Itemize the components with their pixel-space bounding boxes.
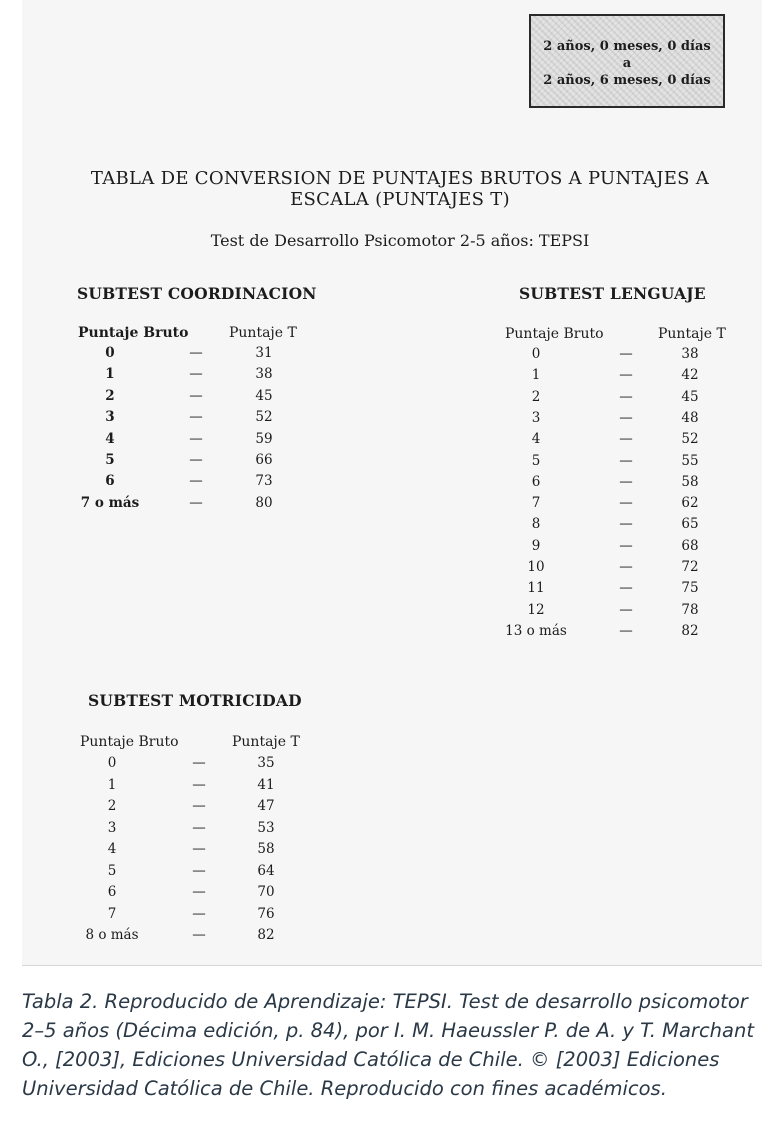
dash-separator: —	[189, 409, 203, 426]
puntaje-t-value: 76	[257, 905, 275, 922]
dash-separator: —	[619, 473, 633, 490]
dash-separator: —	[192, 862, 206, 879]
puntaje-t-value: 68	[681, 537, 699, 554]
puntaje-t-value: 42	[681, 367, 699, 384]
dash-separator: —	[189, 473, 203, 490]
age-range-box	[529, 14, 725, 108]
dash-separator: —	[619, 452, 633, 469]
puntaje-bruto-value: 0	[107, 755, 117, 771]
puntaje-bruto-value: 8	[531, 516, 541, 533]
dash-separator: —	[619, 559, 633, 575]
puntaje-bruto-value: 2	[531, 388, 541, 405]
dash-separator: —	[189, 387, 203, 404]
puntaje-bruto-value: 6	[531, 473, 541, 490]
dash-separator: —	[619, 580, 633, 597]
puntaje-bruto-value: 4	[105, 430, 115, 447]
dash-separator: —	[192, 755, 206, 771]
puntaje-t-value: 45	[681, 388, 699, 405]
puntaje-bruto-value: 10	[527, 559, 545, 575]
puntaje-bruto-value: 5	[107, 862, 117, 879]
puntaje-t-value: 70	[257, 884, 275, 900]
puntaje-t-value: 65	[681, 516, 699, 533]
dash-separator: —	[192, 905, 206, 922]
puntaje-bruto-value: 4	[107, 841, 117, 857]
puntaje-t-value: 59	[255, 430, 273, 447]
age-range-connector: a	[622, 56, 632, 71]
puntaje-bruto-value: 0	[105, 345, 115, 361]
puntaje-t-value: 53	[257, 819, 275, 836]
puntaje-t-value: 41	[257, 776, 275, 793]
dash-separator: —	[189, 366, 203, 383]
dash-separator: —	[619, 622, 633, 639]
puntaje-t-value: 82	[257, 927, 275, 943]
divider	[22, 965, 762, 966]
dash-separator: —	[619, 495, 633, 512]
puntaje-bruto-value: 5	[531, 452, 541, 469]
puntaje-bruto-value: 7 o más	[80, 494, 140, 511]
puntaje-bruto-value: 1	[105, 366, 115, 383]
dash-separator: —	[192, 841, 206, 857]
puntaje-bruto-value: 6	[105, 473, 115, 490]
puntaje-t-value: 73	[255, 473, 273, 490]
motricidad-col-t: Puntaje T	[232, 734, 300, 750]
dash-separator: —	[619, 431, 633, 448]
dash-separator: —	[189, 494, 203, 511]
age-range-to: 2 años, 6 meses, 0 días	[543, 73, 711, 88]
puntaje-t-value: 78	[681, 601, 699, 618]
puntaje-t-value: 35	[257, 755, 275, 771]
dash-separator: —	[189, 452, 203, 468]
coordinacion-col-bruto: Puntaje Bruto	[78, 325, 189, 341]
puntaje-t-value: 62	[681, 495, 699, 512]
page-subtitle: Test de Desarrollo Psicomotor 2-5 años: TEPSI	[210, 231, 590, 250]
puntaje-t-value: 58	[257, 841, 275, 857]
puntaje-bruto-value: 2	[107, 798, 117, 814]
dash-separator: —	[619, 537, 633, 554]
puntaje-bruto-value: 3	[107, 819, 117, 836]
puntaje-t-value: 31	[255, 345, 273, 361]
dash-separator: —	[619, 516, 633, 533]
puntaje-bruto-value: 5	[105, 452, 115, 468]
lenguaje-title: SUBTEST LENGUAJE	[519, 284, 706, 303]
puntaje-bruto-value: 7	[107, 905, 117, 922]
dash-separator: —	[192, 927, 206, 943]
page-title	[70, 168, 730, 210]
puntaje-bruto-value: 6	[107, 884, 117, 900]
puntaje-t-value: 48	[681, 409, 699, 426]
age-range-from: 2 años, 0 meses, 0 días	[543, 39, 711, 54]
lenguaje-col-bruto: Puntaje Bruto	[505, 326, 604, 342]
dash-separator: —	[619, 409, 633, 426]
puntaje-bruto-value: 1	[531, 367, 541, 384]
puntaje-t-value: 72	[681, 559, 699, 575]
puntaje-bruto-value: 3	[105, 409, 115, 426]
puntaje-t-value: 52	[681, 431, 699, 448]
puntaje-bruto-value: 0	[531, 346, 541, 362]
puntaje-t-value: 52	[255, 409, 273, 426]
puntaje-t-value: 66	[255, 452, 273, 468]
puntaje-t-value: 38	[681, 346, 699, 362]
motricidad-col-bruto: Puntaje Bruto	[80, 734, 179, 750]
puntaje-bruto-value: 4	[531, 431, 541, 448]
puntaje-t-value: 55	[681, 452, 699, 469]
dash-separator: —	[189, 345, 203, 361]
dash-separator: —	[619, 388, 633, 405]
puntaje-bruto-value: 11	[527, 580, 545, 597]
puntaje-bruto-value: 1	[107, 776, 117, 793]
dash-separator: —	[619, 601, 633, 618]
motricidad-title: SUBTEST MOTRICIDAD	[88, 691, 302, 710]
puntaje-t-value: 64	[257, 862, 275, 879]
puntaje-bruto-value: 13 o más	[505, 622, 567, 639]
puntaje-t-value: 82	[681, 622, 699, 639]
puntaje-t-value: 80	[255, 494, 273, 511]
dash-separator: —	[619, 367, 633, 384]
coordinacion-col-t: Puntaje T	[229, 325, 297, 341]
puntaje-bruto-value: 3	[531, 409, 541, 426]
puntaje-bruto-value: 12	[527, 601, 545, 618]
puntaje-t-value: 38	[255, 366, 273, 383]
puntaje-bruto-value: 7	[531, 495, 541, 512]
dash-separator: —	[192, 819, 206, 836]
lenguaje-col-t: Puntaje T	[658, 326, 726, 342]
page-title-line-2: ESCALA (PUNTAJES T)	[290, 189, 510, 210]
dash-separator: —	[192, 884, 206, 900]
puntaje-bruto-value: 8 o más	[85, 927, 139, 943]
puntaje-t-value: 58	[681, 473, 699, 490]
dash-separator: —	[192, 776, 206, 793]
puntaje-t-value: 75	[681, 580, 699, 597]
dash-separator: —	[192, 798, 206, 814]
dash-separator: —	[189, 430, 203, 447]
puntaje-bruto-value: 2	[105, 387, 115, 404]
figure-caption: Tabla 2. Reproducido de Aprendizaje: TEPSI. Test de desarrollo psicomotor 2–5 años (Décima edición, p. 84), por I. M. Haeussler P. de A. y T. Marchant O., [2003], Ediciones Universidad Católica de Chile. © [2003] Ediciones Universidad Católica de Chile. Reproducido con fines académicos.	[22, 990, 754, 1100]
page-title-line-1: TABLA DE CONVERSION DE PUNTAJES BRUTOS A PUNTAJES A	[90, 168, 710, 189]
coordinacion-title: SUBTEST COORDINACION	[77, 284, 317, 303]
puntaje-t-value: 45	[255, 387, 273, 404]
dash-separator: —	[619, 346, 633, 362]
puntaje-bruto-value: 9	[531, 537, 541, 554]
puntaje-t-value: 47	[257, 798, 275, 814]
